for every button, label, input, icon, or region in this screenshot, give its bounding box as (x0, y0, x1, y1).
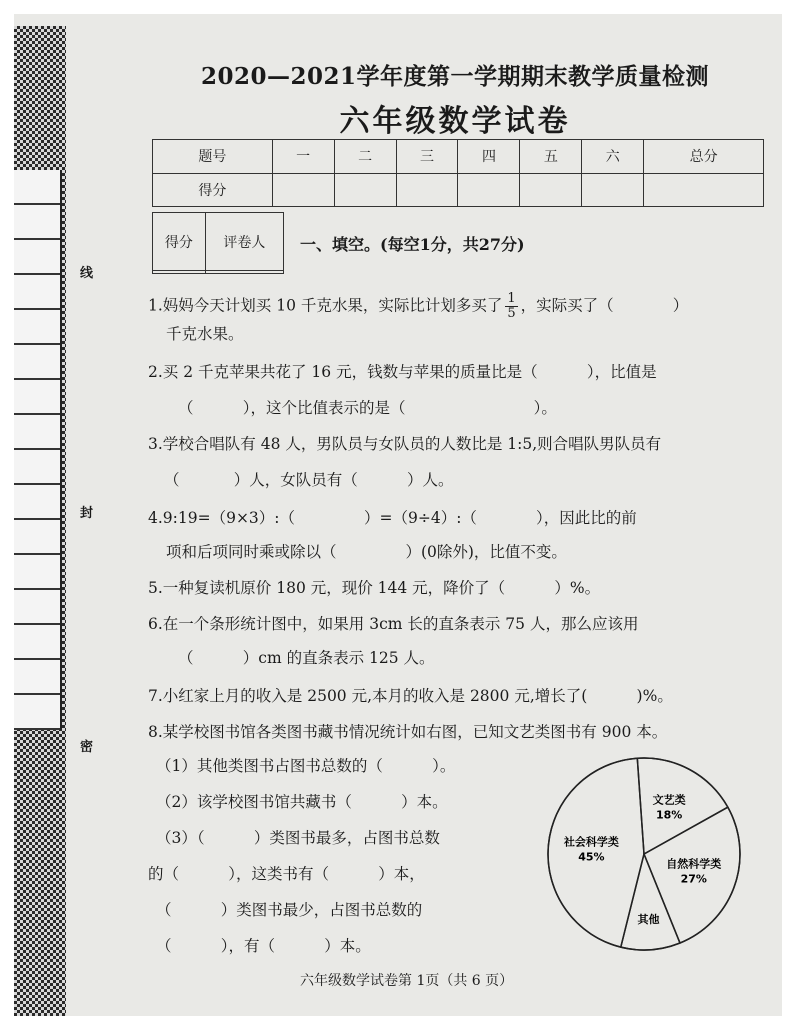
question-1-line-2: 千克水果。 (166, 325, 244, 343)
question-8-part-3c: （ ）类图书最少，占图书总数的 (156, 901, 423, 919)
exam-subtitle: 六年级数学试卷 (339, 104, 571, 139)
fraction-numerator: 1 (507, 291, 516, 306)
score-cell: 题号 (153, 140, 273, 174)
binding-grid (14, 170, 62, 730)
question-6-line-1: 6.在一个条形统计图中，如果用 3cm 长的直条表示 75 人，那么应该用 (148, 615, 639, 633)
score-cell: 一 (272, 140, 334, 174)
score-row-label: 得分 (153, 173, 273, 207)
question-1-line-1 (148, 292, 688, 321)
question-2-line-1: 2.买 2 千克苹果共花了 16 元，钱数与苹果的质量比是（ ），比值是 (148, 363, 657, 381)
score-table-header-row (153, 140, 764, 174)
section-title: 一、填空。(每空1分，共27分) (300, 235, 525, 254)
binding-mark-secret: 密 (80, 740, 94, 755)
fraction (505, 292, 517, 321)
q1-text-post: ，实际买了（ ） (520, 296, 689, 315)
book-category-pie-chart (544, 754, 744, 954)
q1-text-pre: 1.妈妈今天计划买 10 千克水果，实际比计划多买了 (148, 296, 503, 315)
question-8-part-3b: 的（ ），这类书有（ ）本， (148, 865, 425, 883)
grader-name-label: 评卷人 (205, 213, 283, 271)
question-4-line-1: 4.9:19=（9×3）:（ ）=（9÷4）:（ ），因此比的前 (148, 509, 637, 527)
score-cell: 六 (582, 140, 644, 174)
exam-title: 2020—2021学年度第一学期期末教学质量检测 (200, 63, 710, 90)
question-8-part-3a: （3）（ ）类图书最多，占图书总数 (156, 829, 440, 847)
score-cell: 四 (458, 140, 520, 174)
grader-name-entry[interactable] (205, 271, 283, 274)
grader-table (152, 212, 284, 274)
score-cell: 五 (520, 140, 582, 174)
question-3-line-1: 3.学校合唱队有 48 人，男队员与女队员的人数比是 1:5,则合唱队男队员有 (148, 435, 662, 453)
score-cell: 二 (334, 140, 396, 174)
score-entry[interactable] (458, 173, 520, 207)
question-4-line-2: 项和后项同时乘或除以（ ）(0除外)，比值不变。 (166, 543, 567, 561)
pie-slice-label: 文艺类 (652, 793, 686, 807)
pie-slice-label: 社会科学类 (563, 835, 619, 849)
score-entry[interactable] (334, 173, 396, 207)
grader-score-entry[interactable] (153, 271, 206, 274)
fraction-denominator: 5 (507, 306, 516, 321)
pie-slice-value: 27% (680, 872, 707, 886)
score-entry[interactable] (582, 173, 644, 207)
question-8-part-2: （2）该学校图书馆共藏书（ ）本。 (156, 793, 448, 811)
question-2-line-2: （ ），这个比值表示的是（ ）。 (178, 399, 557, 417)
question-5: 5.一种复读机原价 180 元，现价 144 元，降价了（ ）%。 (148, 579, 601, 597)
score-table-score-row (153, 173, 764, 207)
grader-score-label: 得分 (153, 213, 206, 271)
pie-slice-value: 18% (655, 808, 683, 822)
score-table (152, 139, 764, 207)
score-cell: 三 (396, 140, 458, 174)
question-3-line-2: （ ）人，女队员有（ ）人。 (164, 471, 454, 489)
score-entry[interactable] (644, 173, 764, 207)
binding-mark-seal: 封 (80, 506, 94, 521)
pie-slice-label: 自然科学类 (666, 857, 722, 871)
question-8-part-1: （1）其他类图书占图书总数的（ ）。 (156, 757, 456, 775)
question-8: 8.某学校图书馆各类图书藏书情况统计如右图，已知文艺类图书有 900 本。 (148, 723, 668, 741)
score-entry[interactable] (272, 173, 334, 207)
pie-slice-value: 45% (578, 850, 605, 864)
question-8-part-3d: （ ），有（ ）本。 (156, 937, 371, 955)
score-entry[interactable] (520, 173, 582, 207)
score-cell: 总分 (644, 140, 764, 174)
pie-slice-label: 其他 (637, 913, 660, 927)
score-entry[interactable] (396, 173, 458, 207)
question-6-line-2: （ ）cm 的直条表示 125 人。 (178, 649, 435, 667)
binding-mark-line: 线 (80, 266, 94, 281)
page-footer: 六年级数学试卷第 1页（共 6 页） (300, 973, 514, 989)
question-7: 7.小红家上月的收入是 2500 元,本月的收入是 2800 元,增长了( )%。 (148, 687, 673, 705)
